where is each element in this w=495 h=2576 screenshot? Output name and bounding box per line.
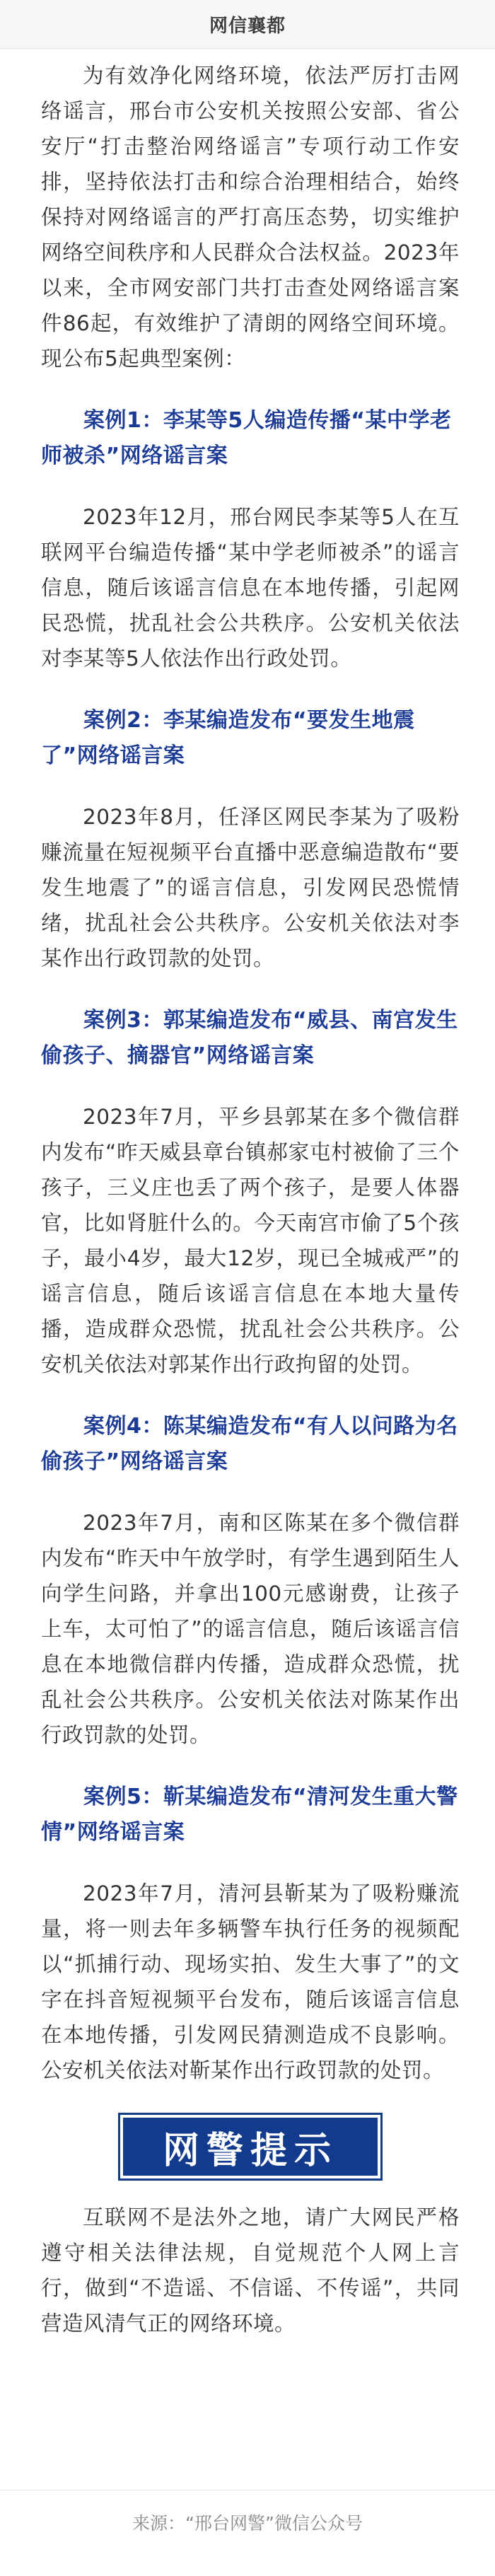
case-2-title: 案例2：李某编造发布“要发生地震了”网络谣言案 — [41, 708, 415, 768]
case-3-title: 案例3：郭某编造发布“威县、南宫发生偷孩子、摘器官”网络谣言案 — [41, 1008, 458, 1068]
case-4-title: 案例4：陈某编造发布“有人以问路为名偷孩子”网络谣言案 — [41, 1414, 458, 1474]
account-title: 网信襄都 — [209, 15, 286, 37]
case-4-body: 2023年7月，南和区陈某在多个微信群内发布“昨天中午放学时，有学生遇到陌生人向学生问路，并拿出100元感谢费，让孩子上车，太可怕了”的谣言信息，随后该谣言信息在本地微信群内传播，造成群众恐慌，扰乱社会公共秩序。公安机关依法对陈某作出行政罚款的处罚。 — [41, 1511, 460, 1747]
case-1-body: 2023年12月，邢台网民李某等5人在互联网平台编造传播“某中学老师被杀”的谣言信息，随后该谣言信息在本地传播，引起网民恐慌，扰乱社会公共秩序。公安机关依法对李某等5人依法作出行政处罚。 — [41, 505, 460, 671]
case-1-title: 案例1：李某等5人编造传播“某中学老师被杀”网络谣言案 — [41, 408, 452, 468]
intro-paragraph: 为有效净化网络环境，依法严厉打击网络谣言，邢台市公安机关按照公安部、省公安厅“打击整治网络谣言”专项行动工作安排，坚持依法打击和综合治理相结合，始终保持对网络谣言的严打高压态势，切实维护网络空间秩序和人民群众合法权益。2023年以来，全市网安部门共打击查处网络谣言案件86起，有效维护了清朗的网络空间环境。现公布5起典型案例： — [41, 64, 460, 371]
top-bar — [0, 0, 495, 49]
cyber-police-notice-banner — [120, 2115, 380, 2178]
source-line: 来源：“邢台网警”微信公众号 — [132, 2513, 363, 2534]
banner-wrapper — [41, 2115, 460, 2178]
case-3-body: 2023年7月，平乡县郭某在多个微信群内发布“昨天威县章台镇郝家屯村被偷了三个孩子，三义庄也丢了两个孩子，是要人体器官，比如肾脏什么的。今天南宫市偷了5个孩子，最小4岁，最大12岁，现已全城戒严”的谣言信息，随后该谣言信息在本地大量传播，造成群众恐慌，扰乱社会公共秩序。公安机关依法对郭某作出行政拘留的处罚。 — [41, 1105, 460, 1376]
article-content — [41, 58, 460, 2368]
closing-paragraph: 互联网不是法外之地，请广大网民严格遵守相关法律法规，自觉规范个人网上言行，做到“不造谣、不信谣、不传谣”，共同营造风清气正的网络环境。 — [41, 2205, 460, 2336]
case-2-body: 2023年8月，任泽区网民李某为了吸粉赚流量在短视频平台直播中恶意编造散布“要发生地震了”的谣言信息，引发网民恐慌情绪，扰乱社会公共秩序。公安机关依法对李某作出行政罚款的处罚。 — [41, 805, 460, 970]
banner-text: 网警提示 — [162, 2129, 338, 2172]
case-5-title: 案例5：靳某编造发布“清河发生重大警情”网络谣言案 — [41, 1785, 458, 1845]
case-5-body: 2023年7月，清河县靳某为了吸粉赚流量，将一则去年多辆警车执行任务的视频配以“抓捕行动、现场实拍、发生大事了”的文字在抖音短视频平台发布，随后该谣言信息在本地传播，引发网民猜测造成不良影响。公安机关依法对靳某作出行政罚款的处罚。 — [41, 1881, 460, 2082]
